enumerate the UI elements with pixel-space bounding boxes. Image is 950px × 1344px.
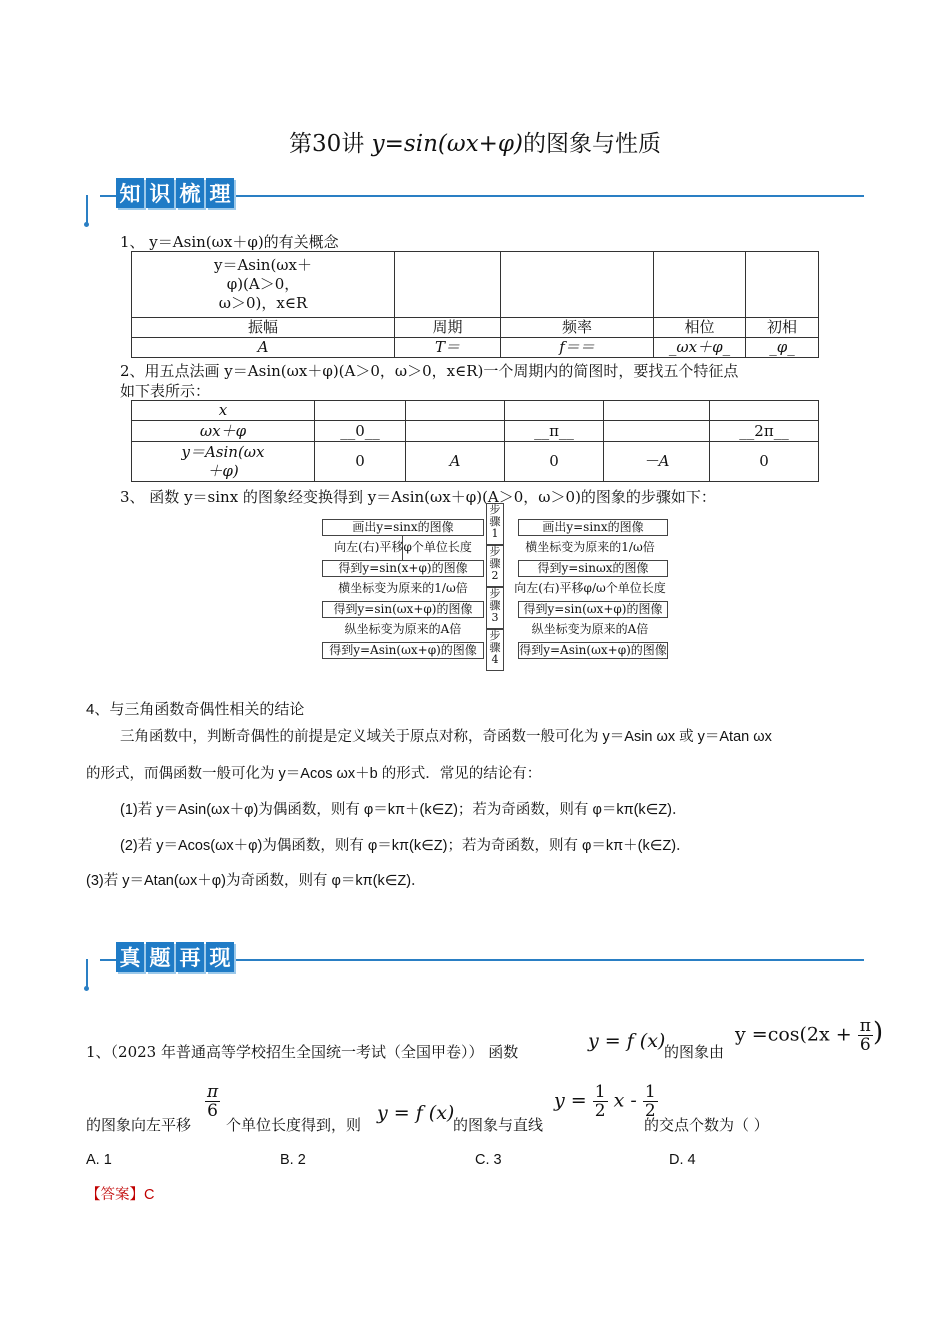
step-label: 步骤1 [486, 503, 504, 545]
section-tile: 理 [206, 178, 234, 208]
step-label: 步骤3 [486, 587, 504, 629]
header-cell: 频率 [501, 318, 654, 338]
answer-value: C [144, 1187, 155, 1203]
concept-cell: y＝Asin(ωx＋ φ)(A＞0， ω＞0)，x∈R [132, 252, 395, 318]
math-fx: y = f (x) [377, 1102, 455, 1124]
right-step-box: 得到y=Asin(ωx+φ)的图像 [519, 643, 667, 657]
value-cell: _φ_ [746, 338, 819, 358]
value-cell: A [132, 338, 395, 358]
value-cell: f＝＝ [501, 338, 654, 358]
y-cell: 0 [315, 442, 406, 482]
question1-part2: 的图象由 [664, 1043, 725, 1061]
section-tile: 梳 [176, 178, 204, 208]
y-cell: 0 [505, 442, 604, 482]
math-fx: y = f (x) [588, 1030, 666, 1052]
answer-label: 【答案】 [86, 1187, 144, 1203]
question1-part5: 的图象与直线 [453, 1116, 544, 1134]
question1-part4: 个单位长度得到，则 [226, 1116, 362, 1134]
left-step-box: 得到y=sin(x+φ)的图像 [322, 560, 484, 577]
five-point-table [131, 400, 819, 482]
item1-heading: 1、 y＝Asin(ωx＋φ)的有关概念 [120, 233, 339, 251]
left-step-label: 纵坐标变为原来的A倍 [344, 622, 462, 636]
y-cell: A [406, 442, 505, 482]
question1-part3: 的图象向左平移 [86, 1116, 192, 1134]
phase-cell [406, 421, 505, 442]
phase-cell: __π__ [505, 421, 604, 442]
section-tile: 再 [176, 942, 204, 972]
option-a: A. 1 [86, 1152, 112, 1168]
item4-paragraph: 三角函数中，判断奇偶性的前提是定义域关于原点对称，奇函数一般可化为 y＝Asin ωx 或 y＝Atan ωx [120, 729, 772, 745]
value-cell: T＝ [395, 338, 501, 358]
item4-paragraph: 的形式，而偶函数一般可化为 y＝Acos ωx＋b 的形式．常见的结论有： [86, 766, 542, 782]
left-step-box: 得到y=sin(ωx+φ)的图像 [322, 601, 484, 618]
left-step-label: 横坐标变为原来的1/ω倍 [338, 581, 468, 595]
item4-heading: 4、与三角函数奇偶性相关的结论 [86, 701, 305, 718]
option-d: D. 4 [669, 1152, 696, 1168]
item3-heading: 3、 函数 y＝sinx 的图象经变换得到 y＝Asin(ωx＋φ)(A＞0，ω＞0)的图象的步骤如下： [120, 488, 716, 506]
item2-line1: 2、用五点法画 y＝Asin(ωx＋φ)(A＞0，ω＞0，x∈R)一个周期内的简图时，要找五个特征点 [120, 362, 739, 380]
item4-conclusion: (2)若 y＝Acos(ωx＋φ)为偶函数，则有 φ＝kπ(k∈Z)；若为奇函数，则有 φ＝kπ＋(k∈Z)． [120, 838, 691, 854]
row-label: y＝Asin(ωx ＋φ) [132, 442, 315, 482]
step-label: 步骤4 [486, 629, 504, 671]
value-cell: _ωx＋φ_ [654, 338, 746, 358]
header-cell: 相位 [654, 318, 746, 338]
transformation-diagram [320, 503, 670, 673]
left-step-label: 向左(右)平移φ个单位长度 [334, 540, 472, 554]
section-tile: 真 [116, 942, 144, 972]
math-pi-over-6: $\frac{\pi}{6}$ [207, 1082, 219, 1121]
section-tile: 识 [146, 178, 174, 208]
question1-part6: 的交点个数为（ ） [644, 1116, 769, 1134]
left-step-box: 得到y=Asin(ωx+φ)的图像 [322, 642, 484, 659]
right-step-label: 纵坐标变为原来的A倍 [531, 622, 649, 636]
section-header-exam [86, 942, 864, 986]
phase-cell: __2π__ [710, 421, 819, 442]
math-line-expression: y = $\frac{1}{2}$ x - $\frac{1}{2}$ [554, 1082, 656, 1121]
phase-cell [604, 421, 710, 442]
section-tile: 题 [146, 942, 174, 972]
right-step-label: 横坐标变为原来的1/ω倍 [525, 540, 655, 554]
math-cos-expression: y =cos(2x + $\frac{\pi}{6}$ ) [735, 1016, 884, 1055]
item4-conclusion: (1)若 y＝Asin(ωx＋φ)为偶函数，则有 φ＝kπ＋(k∈Z)；若为奇函数，则有 φ＝kπ(k∈Z)． [120, 802, 687, 818]
header-cell: 振幅 [132, 318, 395, 338]
concept-table [131, 251, 819, 358]
row-label: ωx＋φ [132, 421, 315, 442]
step-label: 步骤2 [486, 545, 504, 587]
header-cell: 初相 [746, 318, 819, 338]
section-tile: 知 [116, 178, 144, 208]
answer [86, 1185, 154, 1205]
item4-conclusion: (3)若 y＝Atan(ωx＋φ)为奇函数，则有 φ＝kπ(k∈Z)． [86, 873, 426, 889]
y-cell: －A [604, 442, 710, 482]
left-step-box: 画出y=sinx的图像 [322, 519, 484, 536]
item2-line2: 如下表所示： [120, 382, 211, 400]
y-cell: 0 [710, 442, 819, 482]
option-c: C. 3 [475, 1152, 502, 1168]
section-header-knowledge [86, 178, 864, 222]
section-tile: 现 [206, 942, 234, 972]
page-title: 第30讲 y=sin(ωx+φ)的图象与性质 [289, 131, 661, 157]
option-b: B. 2 [280, 1152, 306, 1168]
question1-part1: 1、（2023 年普通高等学校招生全国统一考试（全国甲卷）） 函数 [86, 1043, 519, 1061]
phase-cell: __0__ [315, 421, 406, 442]
header-cell: 周期 [395, 318, 501, 338]
right-step-box: 得到y=sinωx的图像 [518, 560, 668, 577]
title-formula: y=sin(ωx+φ) [371, 131, 523, 157]
row-label: x [132, 401, 315, 421]
right-step-box: 画出y=sinx的图像 [518, 519, 668, 536]
right-step-label: 向左(右)平移φ/ω个单位长度 [514, 581, 666, 595]
right-step-box: 得到y=sin(ωx+φ)的图像 [518, 601, 668, 618]
